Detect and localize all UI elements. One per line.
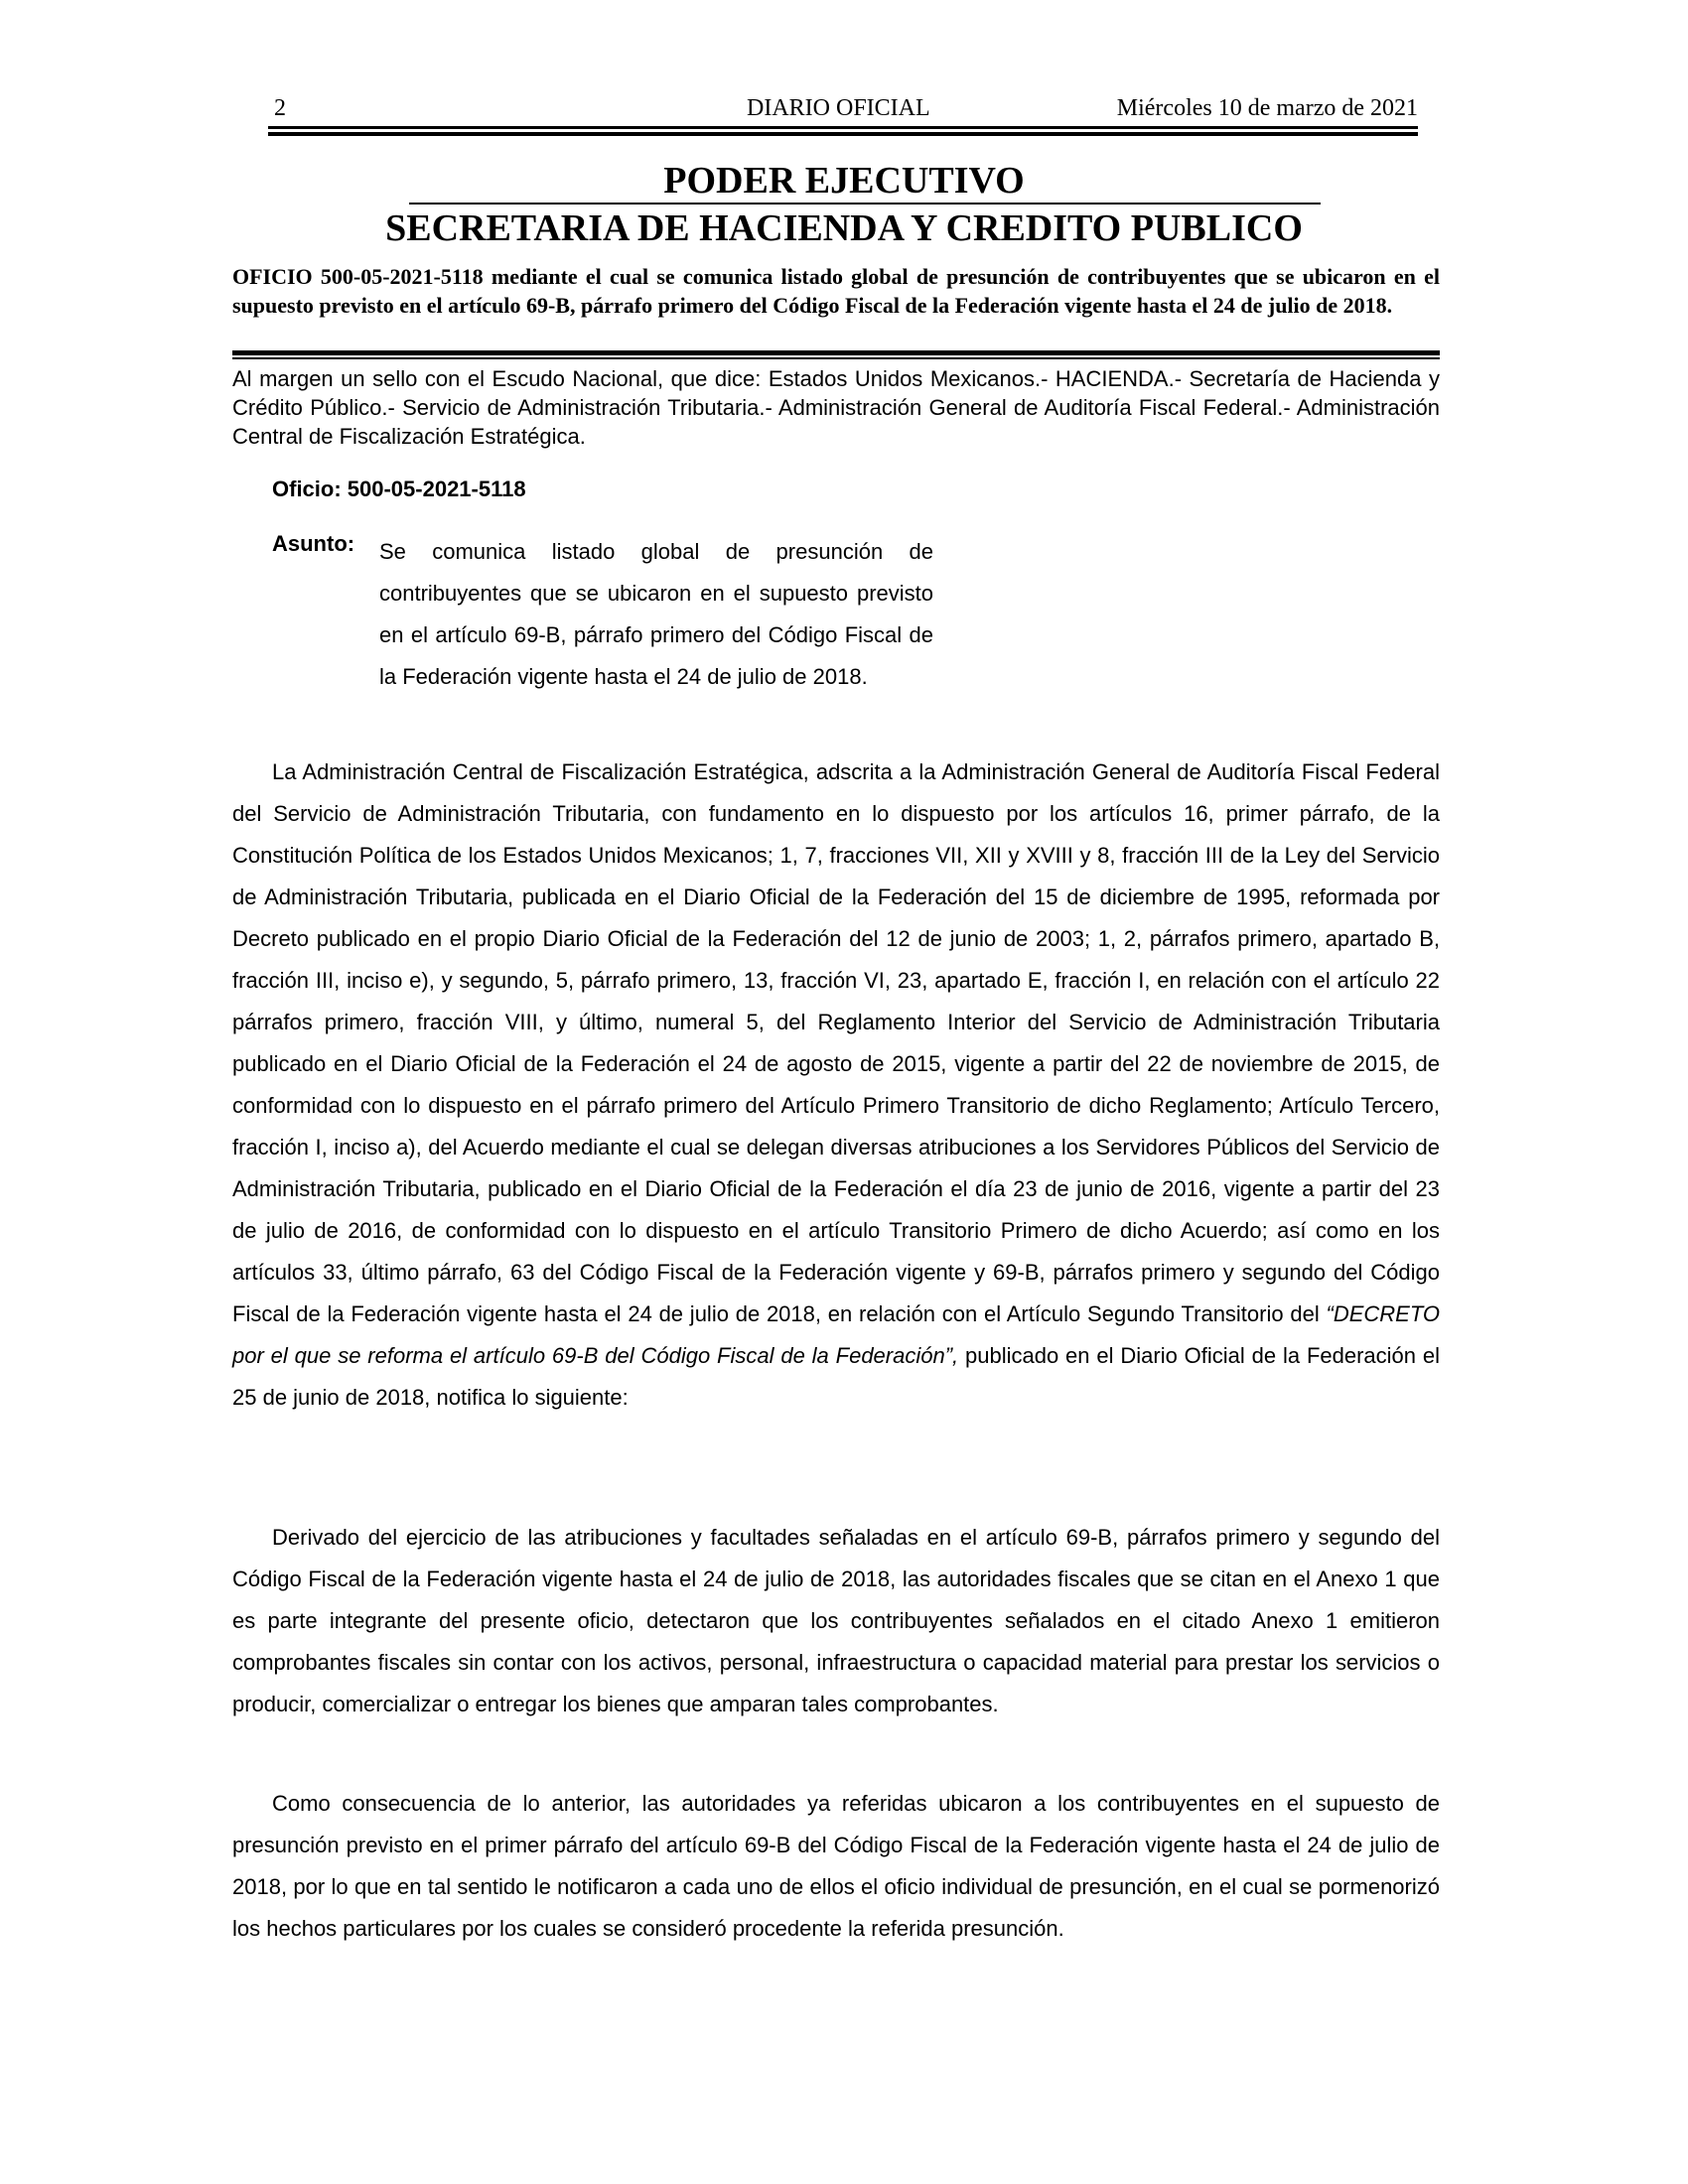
paragraph-text: La Administración Central de Fiscalización Estratégica, adscrita a la Administración General de Auditoría Fiscal Federal del Servicio de Administración Tributaria, con fundamento en lo dispuesto por los artículos 16, primer párrafo, de la Constitución Política de los Estados Unidos Mexicanos; 1, 7, fracciones VII, XII y XVIII y 8, fracción III de la Ley del Servicio de Administración Tributaria, publicada en el Diario Oficial de la Federación del 15 de diciembre de 1995, reformada por Decreto publicado en el propio Diario Oficial de la Federación del 12 de junio de 2003; 1, 2, párrafos primero, apartado B, fracción III, inciso e), y segundo, 5, párrafo primero, 13, fracción VI, 23, apartado E, fracción I, en relación con el artículo 22 párrafos primero, fracción VIII, y último, numeral 5, del Reglamento Interior del Servicio de Administración Tributaria publicado en el Diario Oficial de la Federación el 24 de agosto de 2015, vigente a partir del 22 de noviembre de 2015, de conformidad con lo dispuesto en el párrafo primero del Artículo Primero Transitorio de dicho Reglamento; Artículo Tercero, fracción I, inciso a), del Acuerdo mediante el cual se delegan diversas atribuciones a los Servidores Públicos del Servicio de Administración Tributaria, publicado en el Diario Oficial de la Federación el día 23 de junio de 2016, vigente a partir del 23 de julio de 2016, de conformidad con lo dispuesto en el artículo Transitorio Primero de dicho Acuerdo; así como en los artículos 33, último párrafo, 63 del Código Fiscal de la Federación vigente y 69-B, párrafos primero y segundo del Código Fiscal de la Federación vigente hasta el 24 de julio de 2018, en relación con el Artículo Segundo Transitorio del [232,759,1440,1326]
body-paragraph [232,751,1440,1419]
margin-note: Al margen un sello con el Escudo Nacional, que dice: Estados Unidos Mexicanos.- HACIENDA.- Secretaría de Hacienda y Crédito Público.- Servicio de Administración Tributaria.- Administración General de Auditoría Fiscal Federal.- Administración Central de Fiscalización Estratégica. [232,366,1440,449]
page-number: 2 [274,95,286,121]
publication-date: Miércoles 10 de marzo de 2021 [1116,95,1418,121]
asunto-text: Se comunica listado global de presunción de contribuyentes que se ubicaron en el supuesto previsto en el artículo 69-B, párrafo primero del Código Fiscal de la Federación vigente hasta el 24 de julio de 2018. [379,539,933,689]
summary-rule [232,357,1440,359]
page-header [270,95,1418,125]
oficio-number: Oficio: 500-05-2021-5118 [272,477,526,501]
document-summary: OFICIO 500-05-2021-5118 mediante el cual se comunica listado global de presunción de contribuyentes que se ubicaron en el supuesto previsto en el artículo 69-B, párrafo primero del Código Fiscal de la Federación vigente hasta el 24 de julio de 2018. [232,264,1440,318]
section-title: PODER EJECUTIVO [663,160,1025,202]
paragraph-text: publicado en el Diario Oficial de la Federación el 25 de junio de 2018, notifica lo siguiente: [232,1343,1441,1410]
title-divider [409,203,1321,205]
body-paragraph: Como consecuencia de lo anterior, las autoridades ya referidas ubicaron a los contribuyentes en el supuesto de presunción previsto en el primer párrafo del artículo 69-B del Código Fiscal de la Federación vigente hasta el 24 de julio de 2018, por lo que en tal sentido le notificaron a cada uno de ellos el oficio individual de presunción, en el cual se pormenorizó los hechos particulares por los cuales se consideró procedente la referida presunción. [232,1791,1440,1941]
publication-name: DIARIO OFICIAL [747,95,930,121]
body-paragraph: Derivado del ejercicio de las atribuciones y facultades señaladas en el artículo 69-B, párrafos primero y segundo del Código Fiscal de la Federación vigente hasta el 24 de julio de 2018, las autoridades fiscales que se citan en el Anexo 1 que es parte integrante del presente oficio, detectaron que los contribuyentes señalados en el citado Anexo 1 emitieron comprobantes fiscales sin contar con los activos, personal, infraestructura o capacidad material para prestar los servicios o producir, comercializar o entregar los bienes que amparan tales comprobantes. [232,1525,1440,1716]
summary-rule [232,350,1440,355]
header-rule [268,132,1418,136]
header-rule [268,126,1418,129]
decree-title: “DECRETO por el que se reforma el artículo 69-B del Código Fiscal de la Federación”, [232,1301,1440,1368]
ministry-title: SECRETARIA DE HACIENDA Y CREDITO PUBLICO [385,207,1303,249]
asunto-label: Asunto: [272,531,355,556]
